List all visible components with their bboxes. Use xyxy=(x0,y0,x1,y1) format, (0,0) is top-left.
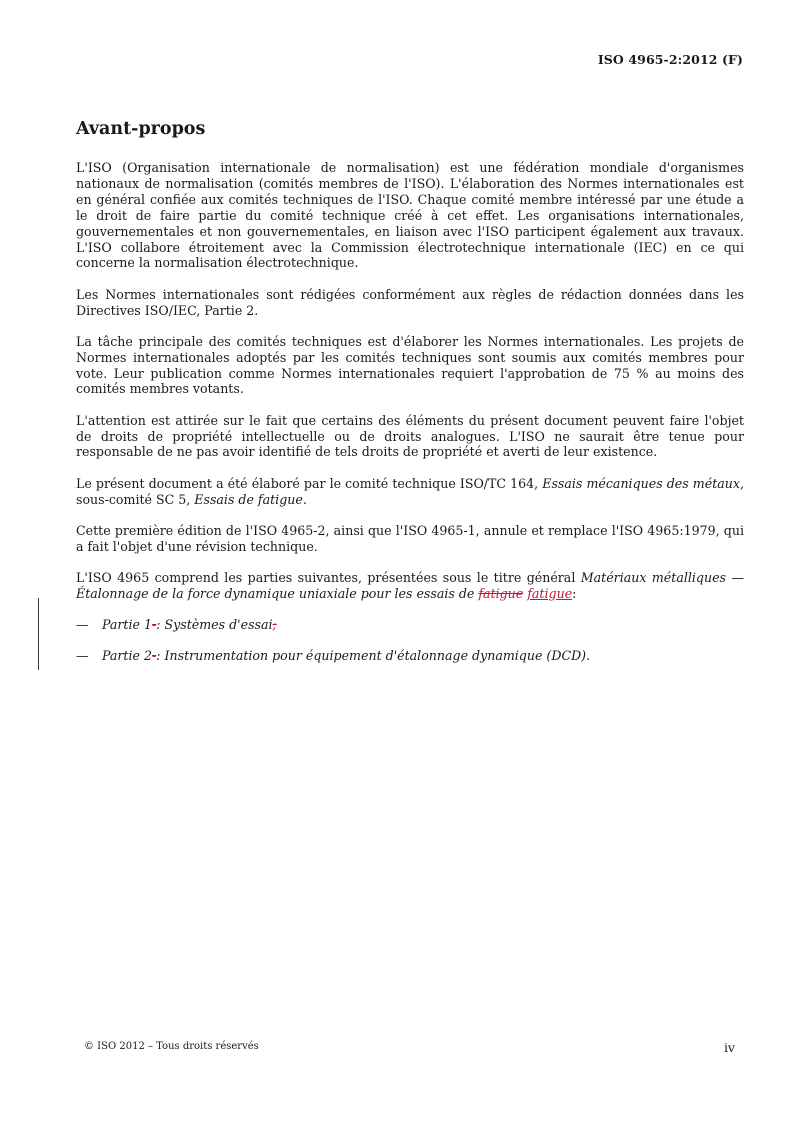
paragraph-parts-intro xyxy=(76,570,744,602)
revision-deleted-text: ; xyxy=(272,617,277,633)
part-2-text xyxy=(102,648,590,664)
foreword-body xyxy=(76,160,744,679)
part-2-colon: : xyxy=(156,648,165,664)
revision-inserted-text: fatigue xyxy=(527,585,573,601)
parts-intro-suffix: : xyxy=(572,585,577,601)
list-dash: — xyxy=(76,648,89,664)
paragraph-edition: Cette première édition de l'ISO 4965-2, ainsi que l'ISO 4965-1, annule et remplace l'ISO 4965:1979, qui a fait l'objet d'une révision technique. xyxy=(76,522,744,554)
paragraph-main-task: La tâche principale des comités techniques est d'élaborer les Normes internationales. Les projets de Normes internationales adoptés par les comités techniques sont soumis aux comités membres pour vote. Leur publication comme Normes internationales requiert l'approbation de 75 % au moins des comités membres votants. xyxy=(76,333,744,397)
parts-general-title: Matériaux métalliques — Étalonnage de la force dynamique uniaxiale pour les essais de xyxy=(76,569,744,601)
part-2-label: Partie 2 xyxy=(102,648,152,664)
revision-deleted-text: - xyxy=(152,648,157,664)
footer-copyright: © ISO 2012 – Tous droits réservés xyxy=(84,1041,259,1052)
page-number: iv xyxy=(723,1040,735,1055)
paragraph-committee xyxy=(76,476,744,508)
part-2-end: . xyxy=(586,648,591,664)
part-1-title: Systèmes d'essai xyxy=(164,617,273,633)
committee-sc-title: Essais de fatigue xyxy=(194,491,303,507)
committee-middle: , sous-comité SC 5, xyxy=(76,475,745,507)
revision-change-bar xyxy=(38,598,39,670)
paragraph-iso-intro: L'ISO (Organisation internationale de normalisation) est une fédération mondiale d'organismes nationaux de normalisation (comités membres de l'ISO). L'élaboration des Normes internationales est en général confiée aux comités techniques de l'ISO. Chaque comité membre intéressé par une étude a le droit de faire partie du comité technique créé à cet effet. Les organisations internationales, gouvernementales et non gouvernementales, en liaison avec l'ISO participent également aux travaux. L'ISO collabore étroitement avec la Commission électrotechnique internationale (IEC) en ce qui concerne la normalisation électrotechnique. xyxy=(76,160,744,271)
list-dash: — xyxy=(76,617,89,633)
document-reference: ISO 4965-2:2012 (F) xyxy=(597,52,743,67)
paragraph-directives: Les Normes internationales sont rédigées conformément aux règles de rédaction données dans les Directives ISO/IEC, Partie 2. xyxy=(76,286,744,318)
list-item-part-2 xyxy=(76,648,744,664)
committee-suffix: . xyxy=(302,491,307,507)
paragraph-patent-rights: L'attention est attirée sur le fait que certains des éléments du présent document peuvent faire l'objet de droits de propriété intellectuelle ou de droits analogues. L'ISO ne saurait être tenue pour responsable de ne pas avoir identifié de tels droits de propriété et averti de leur existence. xyxy=(76,412,744,460)
revision-deleted-text: - xyxy=(152,617,157,633)
committee-tc-title: Essais mécaniques des métaux xyxy=(542,475,740,491)
committee-prefix: Le présent document a été élaboré par le comité technique ISO/TC 164, xyxy=(76,475,543,491)
part-2-title: Instrumentation pour équipement d'étalonnage dynamique (DCD) xyxy=(164,648,587,664)
list-item-part-1 xyxy=(76,617,744,633)
part-1-label: Partie 1 xyxy=(102,617,152,633)
part-1-text xyxy=(102,617,277,633)
part-1-colon: : xyxy=(156,617,165,633)
revision-deleted-text: fatigue xyxy=(478,585,524,601)
parts-intro-prefix: L'ISO 4965 comprend les parties suivantes, présentées sous le titre général xyxy=(76,569,581,585)
page-title: Avant-propos xyxy=(76,119,206,139)
